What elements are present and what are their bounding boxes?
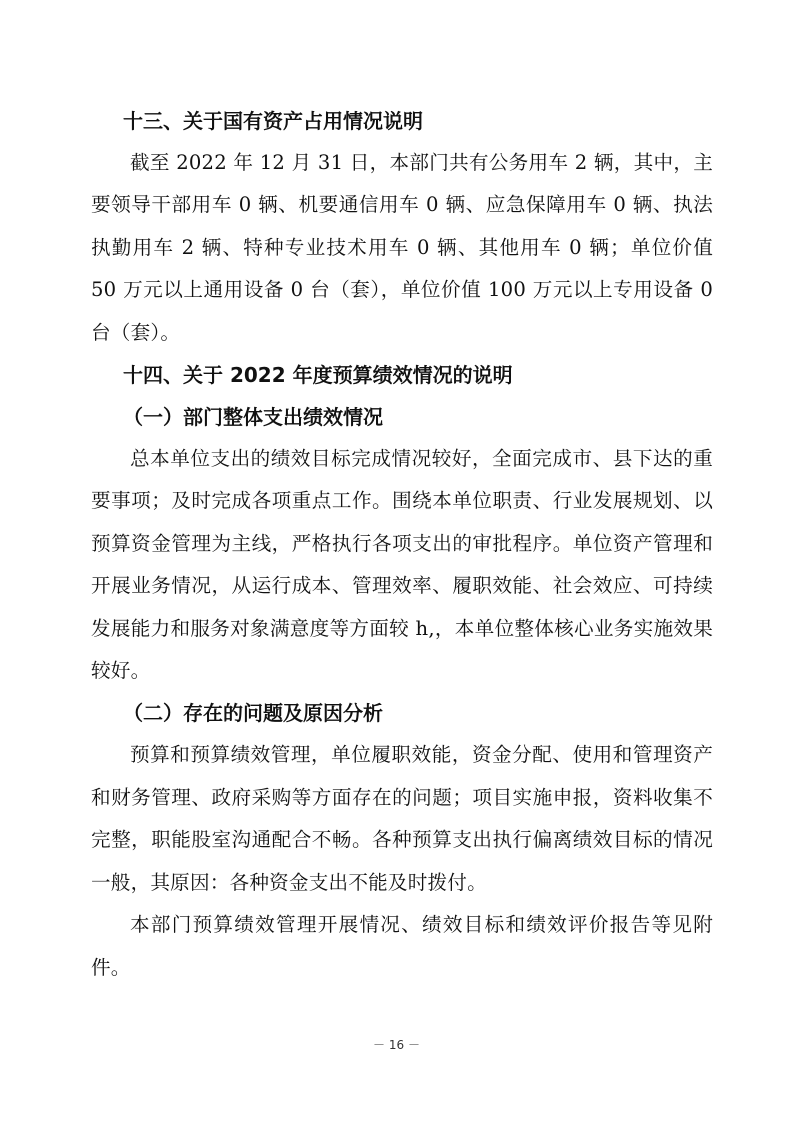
page-number: － 16 － [373,1038,420,1052]
subsection-1-paragraph: 总本单位支出的绩效目标完成情况较好，全面完成市、县下达的重要事项；及时完成各项重点工作。围绕本单位职责、行业发展规划、以预算资金管理为主线，严格执行各项支出的审批程序。单位资产管理和开展业务情况，从运行成本、管理效率、履职效能、社会效应、可持续发展能力和服务对象满意度等方面较 h,，本单位整体核心业务实施效果较好。 [91,447,713,683]
subsection-2-paragraph-2: 本部门预算绩效管理开展情况、绩效目标和绩效评价报告等见附件。 [91,913,713,979]
section-14-heading: 十四、关于 2022 年度预算绩效情况的说明 [123,363,513,388]
subsection-2-paragraph-1: 预算和预算绩效管理，单位履职效能，资金分配、使用和管理资产和财务管理、政府采购等方面存在的问题；项目实施申报，资料收集不完整，职能股室沟通配合不畅。各种预算支出执行偏离绩效目标的情况一般，其原因：各种资金支出不能及时拨付。 [91,743,713,894]
subsection-1-heading: （一）部门整体支出绩效情况 [123,405,383,430]
section-13-paragraph: 截至 2022 年 12 月 31 日，本部门共有公务用车 2 辆，其中，主要领导干部用车 0 辆、机要通信用车 0 辆、应急保障用车 0 辆、执法执勤用车 2 辆、特种专业技术用车 0 辆、其他用车 0 辆；单位价值 50 万元以上通用设备 0 台（套），单位价值 100 万元以上专用设备 0 台（套）。 [91,151,713,344]
subsection-2-heading: （二）存在的问题及原因分析 [123,701,383,726]
page-content [91,100,713,989]
section-13-heading: 十三、关于国有资产占用情况说明 [123,109,423,133]
